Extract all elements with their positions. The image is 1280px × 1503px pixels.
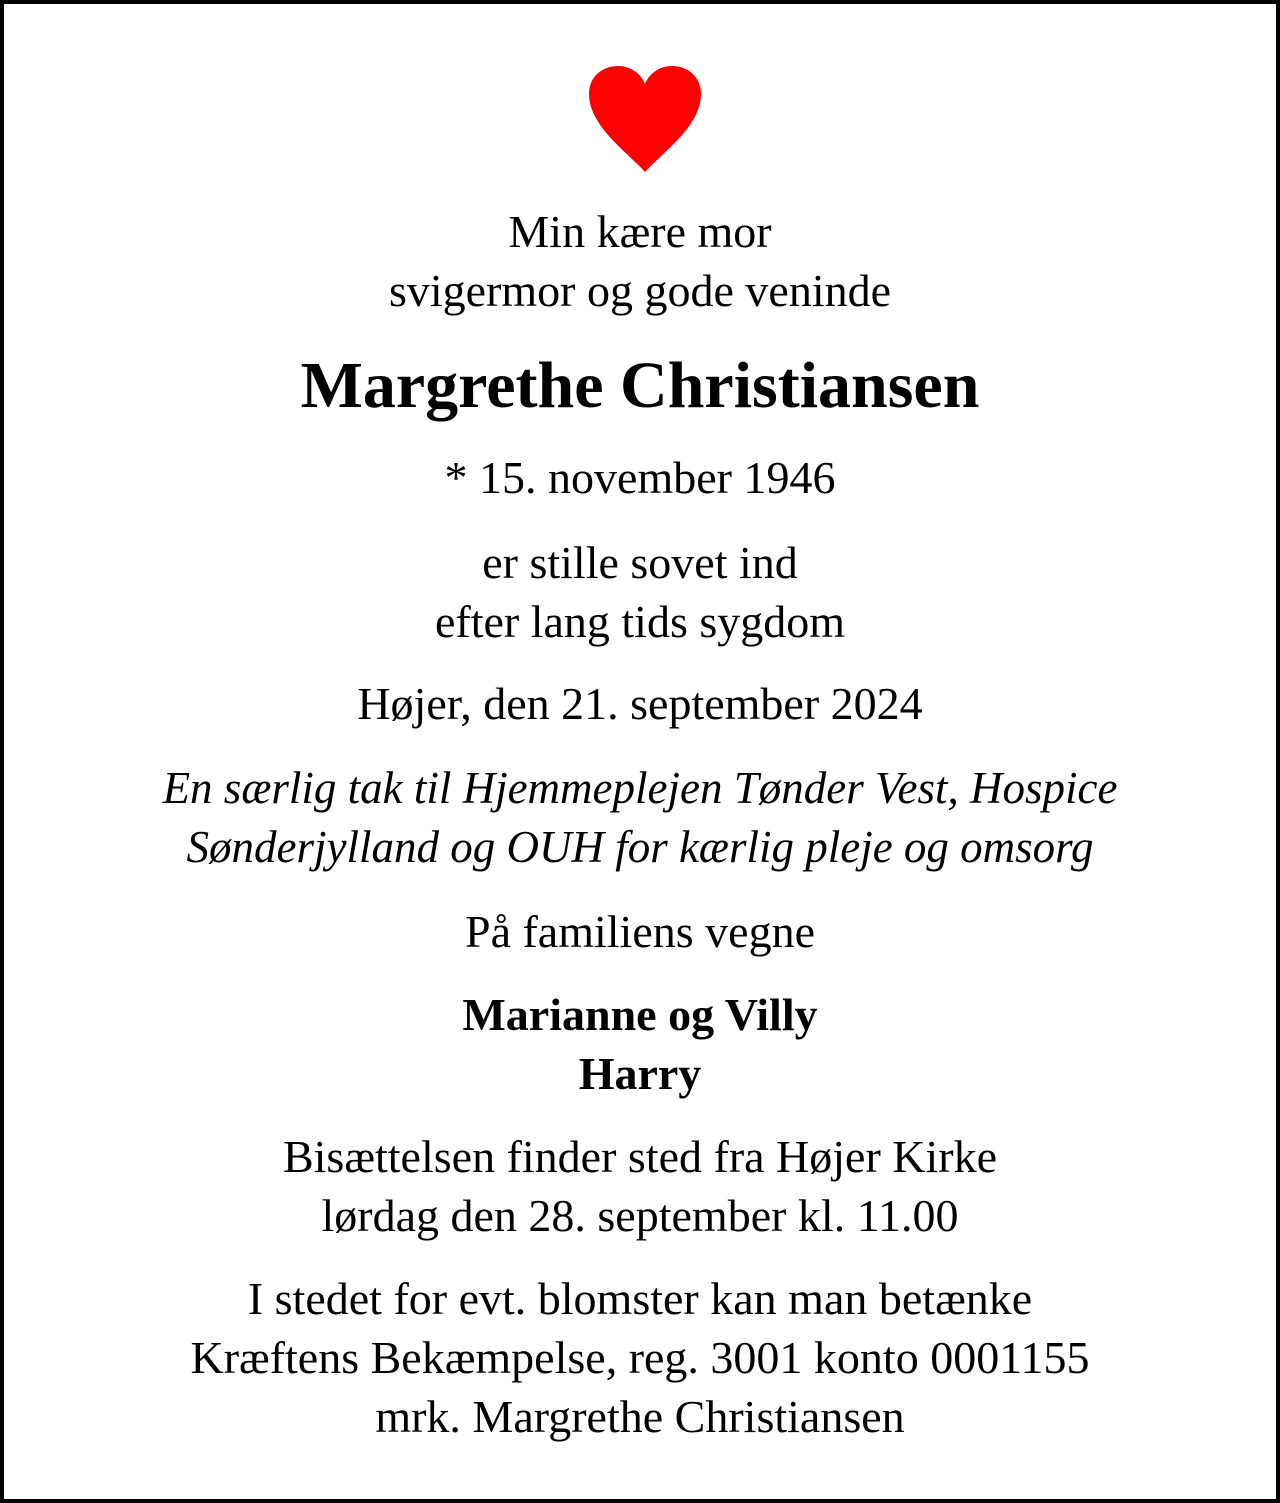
heart-icon (587, 64, 703, 174)
intro-line-2: svigermor og gode veninde (388, 265, 892, 316)
intro-line-1: Min kære mor (508, 206, 772, 257)
thanks-line-1: En særlig tak til Hjemmeplejen Tønder Vest, Hospice (162, 763, 1118, 813)
family-line-2: Harry (578, 1048, 702, 1099)
on-behalf-text: På familiens vegne (464, 906, 815, 957)
birth-date: * 15. november 1946 (444, 452, 836, 503)
funeral-line-1: Bisættelsen finder sted fra Højer Kirke (282, 1131, 998, 1182)
thanks-line-2: Sønderjylland og OUH for kærlig pleje og omsorg (186, 822, 1094, 872)
family-line-1: Marianne og Villy (462, 989, 818, 1040)
passing-line-2: efter lang tids sygdom (434, 596, 846, 647)
donation-line-1: I stedet for evt. blomster kan man betænke (247, 1273, 1033, 1324)
donation-line-2: Kræftens Bekæmpelse, reg. 3001 konto 0001155 (190, 1332, 1090, 1383)
heart-shape (589, 66, 701, 172)
donation-line-3: mrk. Margrethe Christiansen (375, 1391, 905, 1442)
funeral-line-2: lørdag den 28. september kl. 11.00 (321, 1190, 959, 1241)
place-and-date: Højer, den 21. september 2024 (357, 678, 923, 729)
deceased-name: Margrethe Christiansen (300, 349, 980, 422)
passing-line-1: er stille sovet ind (482, 537, 798, 588)
